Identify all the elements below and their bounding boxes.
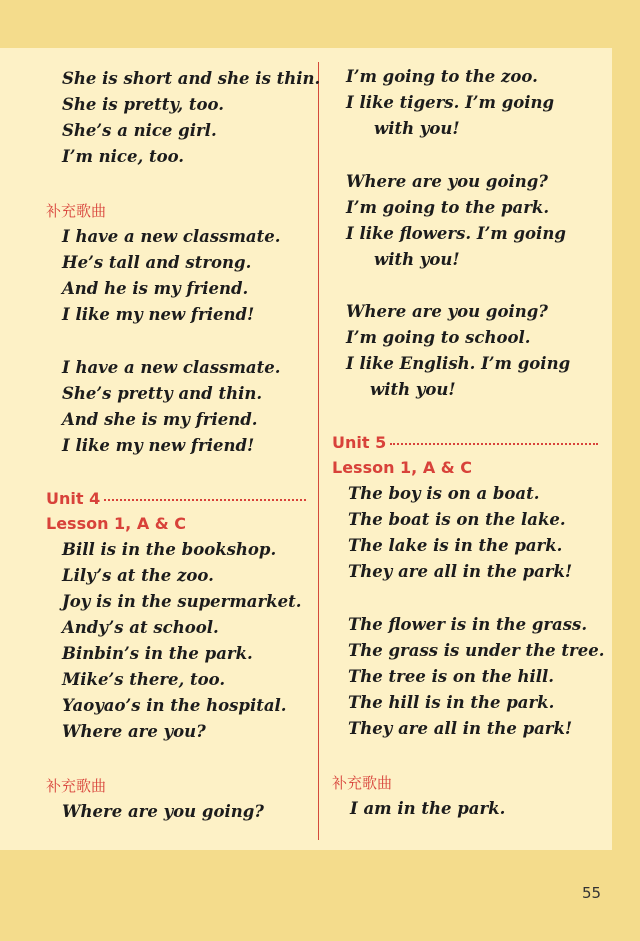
text-line: Where are you going?: [62, 802, 264, 821]
text-line: with you!: [370, 380, 456, 399]
text-line: Yaoyao’s in the hospital.: [62, 696, 287, 715]
text-line: I’m nice, too.: [62, 147, 185, 166]
text-line: And she is my friend.: [62, 410, 258, 429]
unit-title: Unit 4: [46, 489, 101, 508]
text-line: I like English. I’m going: [346, 354, 571, 373]
text-line: Where are you?: [62, 722, 206, 741]
text-line: Andy’s at school.: [62, 618, 219, 637]
text-line: Bill is in the bookshop.: [62, 540, 277, 559]
text-line: And he is my friend.: [62, 279, 249, 298]
text-line: She’s pretty and thin.: [62, 384, 263, 403]
extra-song-label: 补充歌曲: [332, 774, 393, 792]
text-line: Binbin’s in the park.: [62, 644, 253, 663]
text-line: I like my new friend!: [62, 305, 255, 324]
text-line: The flower is in the grass.: [348, 615, 588, 634]
column-divider: [318, 62, 319, 840]
text-line: I have a new classmate.: [62, 358, 281, 377]
text-line: Joy is in the supermarket.: [62, 592, 302, 611]
text-line: with you!: [374, 119, 460, 138]
unit-title: Unit 5: [332, 433, 387, 452]
text-line: I’m going to the zoo.: [346, 67, 538, 86]
dotted-rule: [390, 443, 598, 445]
extra-song-label: 补充歌曲: [46, 202, 107, 220]
text-line: The boy is on a boat.: [348, 484, 540, 503]
text-line: I like my new friend!: [62, 436, 255, 455]
text-line: The lake is in the park.: [348, 536, 563, 555]
lesson-title: Lesson 1, A & C: [332, 458, 473, 477]
text-line: They are all in the park!: [348, 562, 573, 581]
text-line: She is short and she is thin.: [62, 69, 321, 88]
text-line: Lily’s at the zoo.: [62, 566, 214, 585]
dotted-rule: [104, 499, 306, 501]
text-line: I have a new classmate.: [62, 227, 281, 246]
page-number: 55: [582, 884, 602, 902]
text-line: Where are you going?: [346, 302, 548, 321]
extra-song-label: 补充歌曲: [46, 777, 107, 795]
text-line: I am in the park.: [350, 799, 506, 818]
text-line: I like tigers. I’m going: [346, 93, 555, 112]
text-line: Where are you going?: [346, 172, 548, 191]
lesson-title: Lesson 1, A & C: [46, 514, 187, 533]
text-line: The hill is in the park.: [348, 693, 555, 712]
text-line: They are all in the park!: [348, 719, 573, 738]
text-line: The tree is on the hill.: [348, 667, 555, 686]
text-line: She is pretty, too.: [62, 95, 225, 114]
text-line: I like flowers. I’m going: [346, 224, 566, 243]
text-line: She’s a nice girl.: [62, 121, 217, 140]
text-line: I’m going to the park.: [346, 198, 550, 217]
text-line: Mike’s there, too.: [62, 670, 226, 689]
text-line: The boat is on the lake.: [348, 510, 566, 529]
text-line: The grass is under the tree.: [348, 641, 605, 660]
text-line: He’s tall and strong.: [62, 253, 252, 272]
text-line: I’m going to school.: [346, 328, 531, 347]
text-line: with you!: [374, 250, 460, 269]
